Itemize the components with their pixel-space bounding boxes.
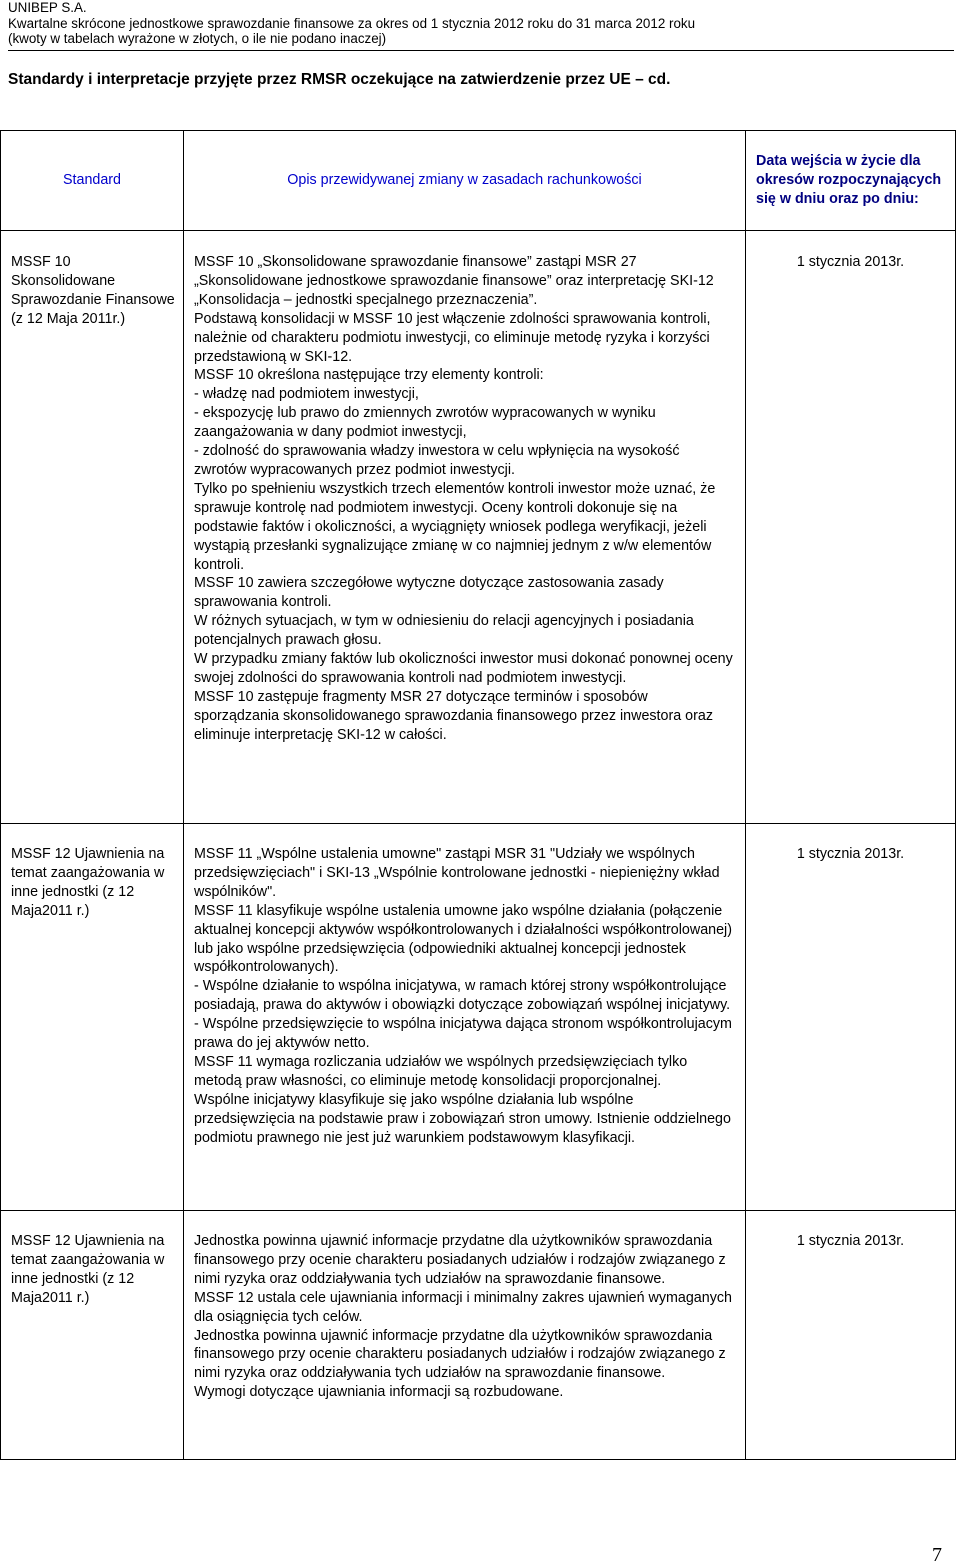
standard-description	[184, 824, 746, 1211]
description-paragraph: MSSF 11 klasyfikuje wspólne ustalenia umowne jako wspólne działania (połączenie aktualnej koncepcji aktywów współkontrolowanych i działalności współkontrolowanej) lub jako wspólne przedsięwzięcia (odpowiedniki aktualnej koncepcji jednostek współkontrolowanych).	[194, 902, 732, 976]
standard-name: MSSF 12 Ujawnienia na temat zaangażowania w inne jednostki (z 12 Maja2011 r.)	[1, 1211, 184, 1460]
table-header-row	[1, 131, 956, 231]
description-paragraph: MSSF 10 zawiera szczegółowe wytyczne dotyczące zastosowania zasady sprawowania kontroli.	[194, 575, 664, 611]
standard-description	[184, 231, 746, 824]
description-paragraph: - władzę nad podmiotem inwestycji,	[194, 386, 419, 403]
description-paragraph: Jednostka powinna ujawnić informacje przydatne dla użytkowników sprawozdania finansowego przy ocenie charakteru posiadanych udziałów i rodzajów związanego z nimi ryzyka oraz oddziaływania tych udziałów na sprawozdanie finansowe.	[194, 1327, 726, 1382]
standard-name: MSSF 12 Ujawnienia na temat zaangażowania w inne jednostki (z 12 Maja2011 r.)	[1, 824, 184, 1211]
section-title: Standardy i interpretacje przyjęte przez RMSR oczekujące na zatwierdzenie przez UE – cd.	[8, 71, 671, 88]
header-standard: Standard	[1, 131, 184, 231]
table-row	[1, 1211, 956, 1460]
description-paragraph: - zdolność do sprawowania władzy inwestora w celu wpłynięcia na wysokość zwrotów wypracowanych przez podmiot inwestycji.	[194, 443, 680, 478]
description-paragraph: W różnych sytuacjach, w tym w odniesieniu do relacji agencyjnych i posiadania potencjalnych prawach głosu.	[194, 613, 694, 649]
report-title: Kwartalne skrócone jednostkowe sprawozdanie finansowe za okres od 1 stycznia 2012 roku do 31 marca 2012 roku	[8, 15, 696, 31]
description-paragraph: MSSF 11 wymaga rozliczania udziałów we wspólnych przedsięwzięciach tylko metodą praw własności, co eliminuje metodę konsolidacji proporcjonalnej.	[194, 1053, 688, 1089]
description-paragraph: MSSF 10 zastępuje fragmenty MSR 27 dotyczące terminów i sposobów sporządzania skonsolidowanego sprawozdania finansowego przez inwestora oraz eliminuje interpretację SKI-12 w całości.	[194, 688, 713, 743]
description-paragraph: Jednostka powinna ujawnić informacje przydatne dla użytkowników sprawozdania finansowego przy ocenie charakteru posiadanych udziałów i rodzajów związanego z nimi ryzyka oraz oddziaływania tych udziałów na sprawozdanie finansowe.	[194, 1233, 726, 1287]
effective-date: 1 stycznia 2013r.	[746, 824, 956, 1211]
standard-description	[184, 1211, 746, 1460]
description-paragraph: Tylko po spełnieniu wszystkich trzech elementów kontroli inwestor może uznać, że sprawuje kontrolę nad podmiotem inwestycji. Oceny kontroli dokonuje się na podstawie faktów i okoliczności, a wyciągnięty wniosek podlega weryfikacji, jeżeli wystąpią przesłanki sygnalizujące zmianę w co najmniej jednym z w/w elementów kontroli.	[194, 480, 716, 573]
header-description: Opis przewidywanej zmiany w zasadach rachunkowości	[184, 131, 746, 231]
description-paragraph: Wymogi dotyczące ujawniania informacji są rozbudowane.	[194, 1384, 564, 1401]
description-paragraph: MSSF 12 ustala cele ujawniania informacji i minimalny zakres ujawnień wymaganych dla osiągnięcia tych celów.	[194, 1289, 732, 1325]
description-paragraph: Wspólne inicjatywy klasyfikuje się jako wspólne działania lub wspólne przedsięwzięcia na podstawie praw i zobowiązań stron umowy. Istnienie oddzielnego podmiotu prawnego nie jest już warunkiem podstawowym klasyfikacji.	[194, 1091, 731, 1146]
description-paragraph: MSSF 10 „Skonsolidowane sprawozdanie finansowe” zastąpi MSR 27 „Skonsolidowane jednostkowe sprawozdanie finansowe” oraz interpretację SKI-12 „Konsolidacja – jednostki specjalnego przeznaczenia”.	[194, 254, 714, 308]
units-note: (kwoty w tabelach wyrażone w złotych, o ile nie podano inaczej)	[8, 31, 387, 46]
effective-date: 1 stycznia 2013r.	[746, 231, 956, 824]
standard-name: MSSF 10 Skonsolidowane Sprawozdanie Finansowe (z 12 Maja 2011r.)	[1, 231, 184, 824]
page-number: 7	[932, 1544, 942, 1566]
description-paragraph: - Wspólne działanie to wspólna inicjatywa, w ramach której strony współkontrolujące posiadają, prawa do aktywów i obowiązki dotyczące zobowiązań wspólnej inicjatywy.	[194, 978, 731, 1014]
standards-table	[0, 130, 956, 1460]
page-header	[8, 0, 695, 47]
description-paragraph: Podstawą konsolidacji w MSSF 10 jest włączenie zdolności sprawowania kontroli, należnie od charakteru podmiotu inwestycji, co eliminuje metodę ryzyka i korzyści przedstawioną w SKI-12.	[194, 310, 711, 365]
header-effective-date: Data wejścia w życie dla okresów rozpoczynających się w dniu oraz po dniu:	[746, 131, 956, 231]
table-row	[1, 231, 956, 824]
description-paragraph: - ekspozycję lub prawo do zmiennych zwrotów wypracowanych w wyniku zaangażowania w dany podmiot inwestycji,	[194, 405, 656, 441]
description-paragraph: W przypadku zmiany faktów lub okoliczności inwestor musi dokonać ponownej oceny swojej zdolności do sprawowania kontroli nad podmiotem inwestycji.	[194, 651, 733, 686]
description-paragraph: MSSF 11 „Wspólne ustalenia umowne" zastąpi MSR 31 "Udziały we wspólnych przedsięwzięciach" i SKI-13 „Wspólnie kontrolowane jednostki - niepieniężny wkład wspólników".	[194, 846, 720, 900]
description-paragraph: MSSF 10 określona następujące trzy elementy kontroli:	[194, 367, 544, 384]
description-paragraph: - Wspólne przedsięwzięcie to wspólna inicjatywa dająca stronom współkontrolujacym prawa do jej aktywów netto.	[194, 1016, 732, 1052]
header-divider	[8, 50, 954, 51]
company-name: UNIBEP S.A.	[8, 0, 87, 15]
effective-date: 1 stycznia 2013r.	[746, 1211, 956, 1460]
table-row	[1, 824, 956, 1211]
